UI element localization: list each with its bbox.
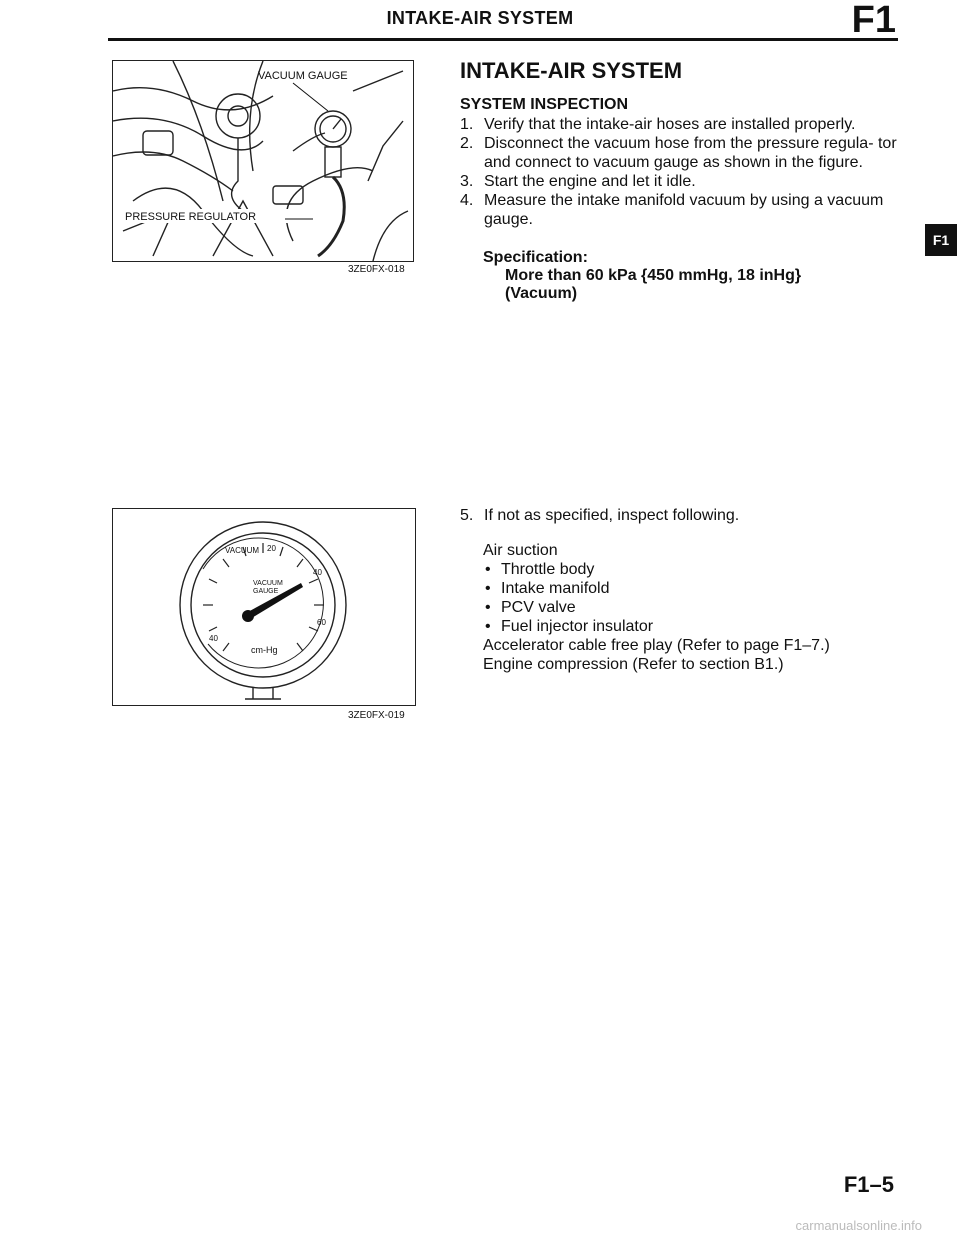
figure-engine-vacuum-gauge (112, 60, 414, 262)
section-code: F1 (851, 0, 896, 41)
spec-label: Specification: (483, 249, 588, 266)
figure1-code: 3ZE0FX-018 (348, 264, 405, 275)
gauge-face-label-2: GAUGE (253, 588, 279, 595)
step-text: Verify that the intake-air hoses are installed properly. (484, 116, 856, 133)
spec-value-line2: (Vacuum) (505, 285, 578, 302)
section-tab-marker: F1 (925, 224, 957, 256)
steps-list (460, 115, 900, 228)
gauge-vacuum-arc-label: VACUUM (225, 546, 260, 555)
step-text: Measure the intake manifold vacuum by using a vacuum gauge. (484, 192, 884, 228)
step-number: 4. (460, 192, 474, 209)
gauge-tick-label: 40 (209, 634, 218, 643)
figure-vacuum-gauge (112, 508, 416, 706)
engine-compression-note: Engine compression (Refer to section B1.) (483, 656, 784, 673)
step-number: 5. (460, 507, 474, 524)
spec-value-line1: More than 60 kPa {450 mmHg, 18 inHg} (505, 267, 802, 284)
page-header-title: INTAKE-AIR SYSTEM (386, 8, 574, 28)
vacuum-gauge-illustration (113, 509, 415, 705)
section-title: INTAKE-AIR SYSTEM (460, 58, 683, 83)
list-item: • PCV valve (483, 598, 903, 617)
label-pressure-regulator: PRESSURE REGULATOR (125, 211, 257, 223)
gauge-face-label-1: VACUUM (253, 580, 283, 587)
air-suction-heading: Air suction (483, 542, 558, 559)
step-number: 2. (460, 135, 474, 152)
figure2-code: 3ZE0FX-019 (348, 710, 405, 721)
gauge-tick-label: 40 (313, 568, 322, 577)
page-number: F1–5 (843, 1172, 894, 1197)
header-rule (108, 38, 898, 41)
step-number: 1. (460, 116, 474, 133)
step-item (460, 115, 855, 134)
section-subtitle: SYSTEM INSPECTION (460, 96, 629, 113)
label-vacuum-gauge: VACUUM GAUGE (258, 70, 348, 82)
accelerator-cable-note: Accelerator cable free play (Refer to page F1–7.) (483, 637, 830, 654)
watermark: carmanualsonline.info (795, 1218, 922, 1233)
step-item (460, 134, 900, 172)
step-text: Start the engine and let it idle. (484, 173, 696, 190)
list-item: • Throttle body (483, 560, 903, 579)
gauge-pivot (242, 610, 254, 622)
step-item (460, 191, 900, 229)
step-5 (460, 506, 739, 525)
gauge-tick-label: 20 (267, 544, 276, 553)
list-item: • Intake manifold (483, 579, 903, 598)
step-text: If not as specified, inspect following. (484, 507, 740, 524)
engine-illustration (113, 61, 413, 261)
step-text: Disconnect the vacuum hose from the pressure regula- tor and connect to vacuum gauge as shown in the figure. (484, 135, 897, 171)
inspection-list (483, 541, 903, 674)
step-item (460, 172, 696, 191)
list-item: • Fuel injector insulator (483, 617, 903, 636)
step-number: 3. (460, 173, 474, 190)
gauge-tick-label: 60 (317, 618, 326, 627)
gauge-unit-label: cm-Hg (251, 645, 278, 655)
